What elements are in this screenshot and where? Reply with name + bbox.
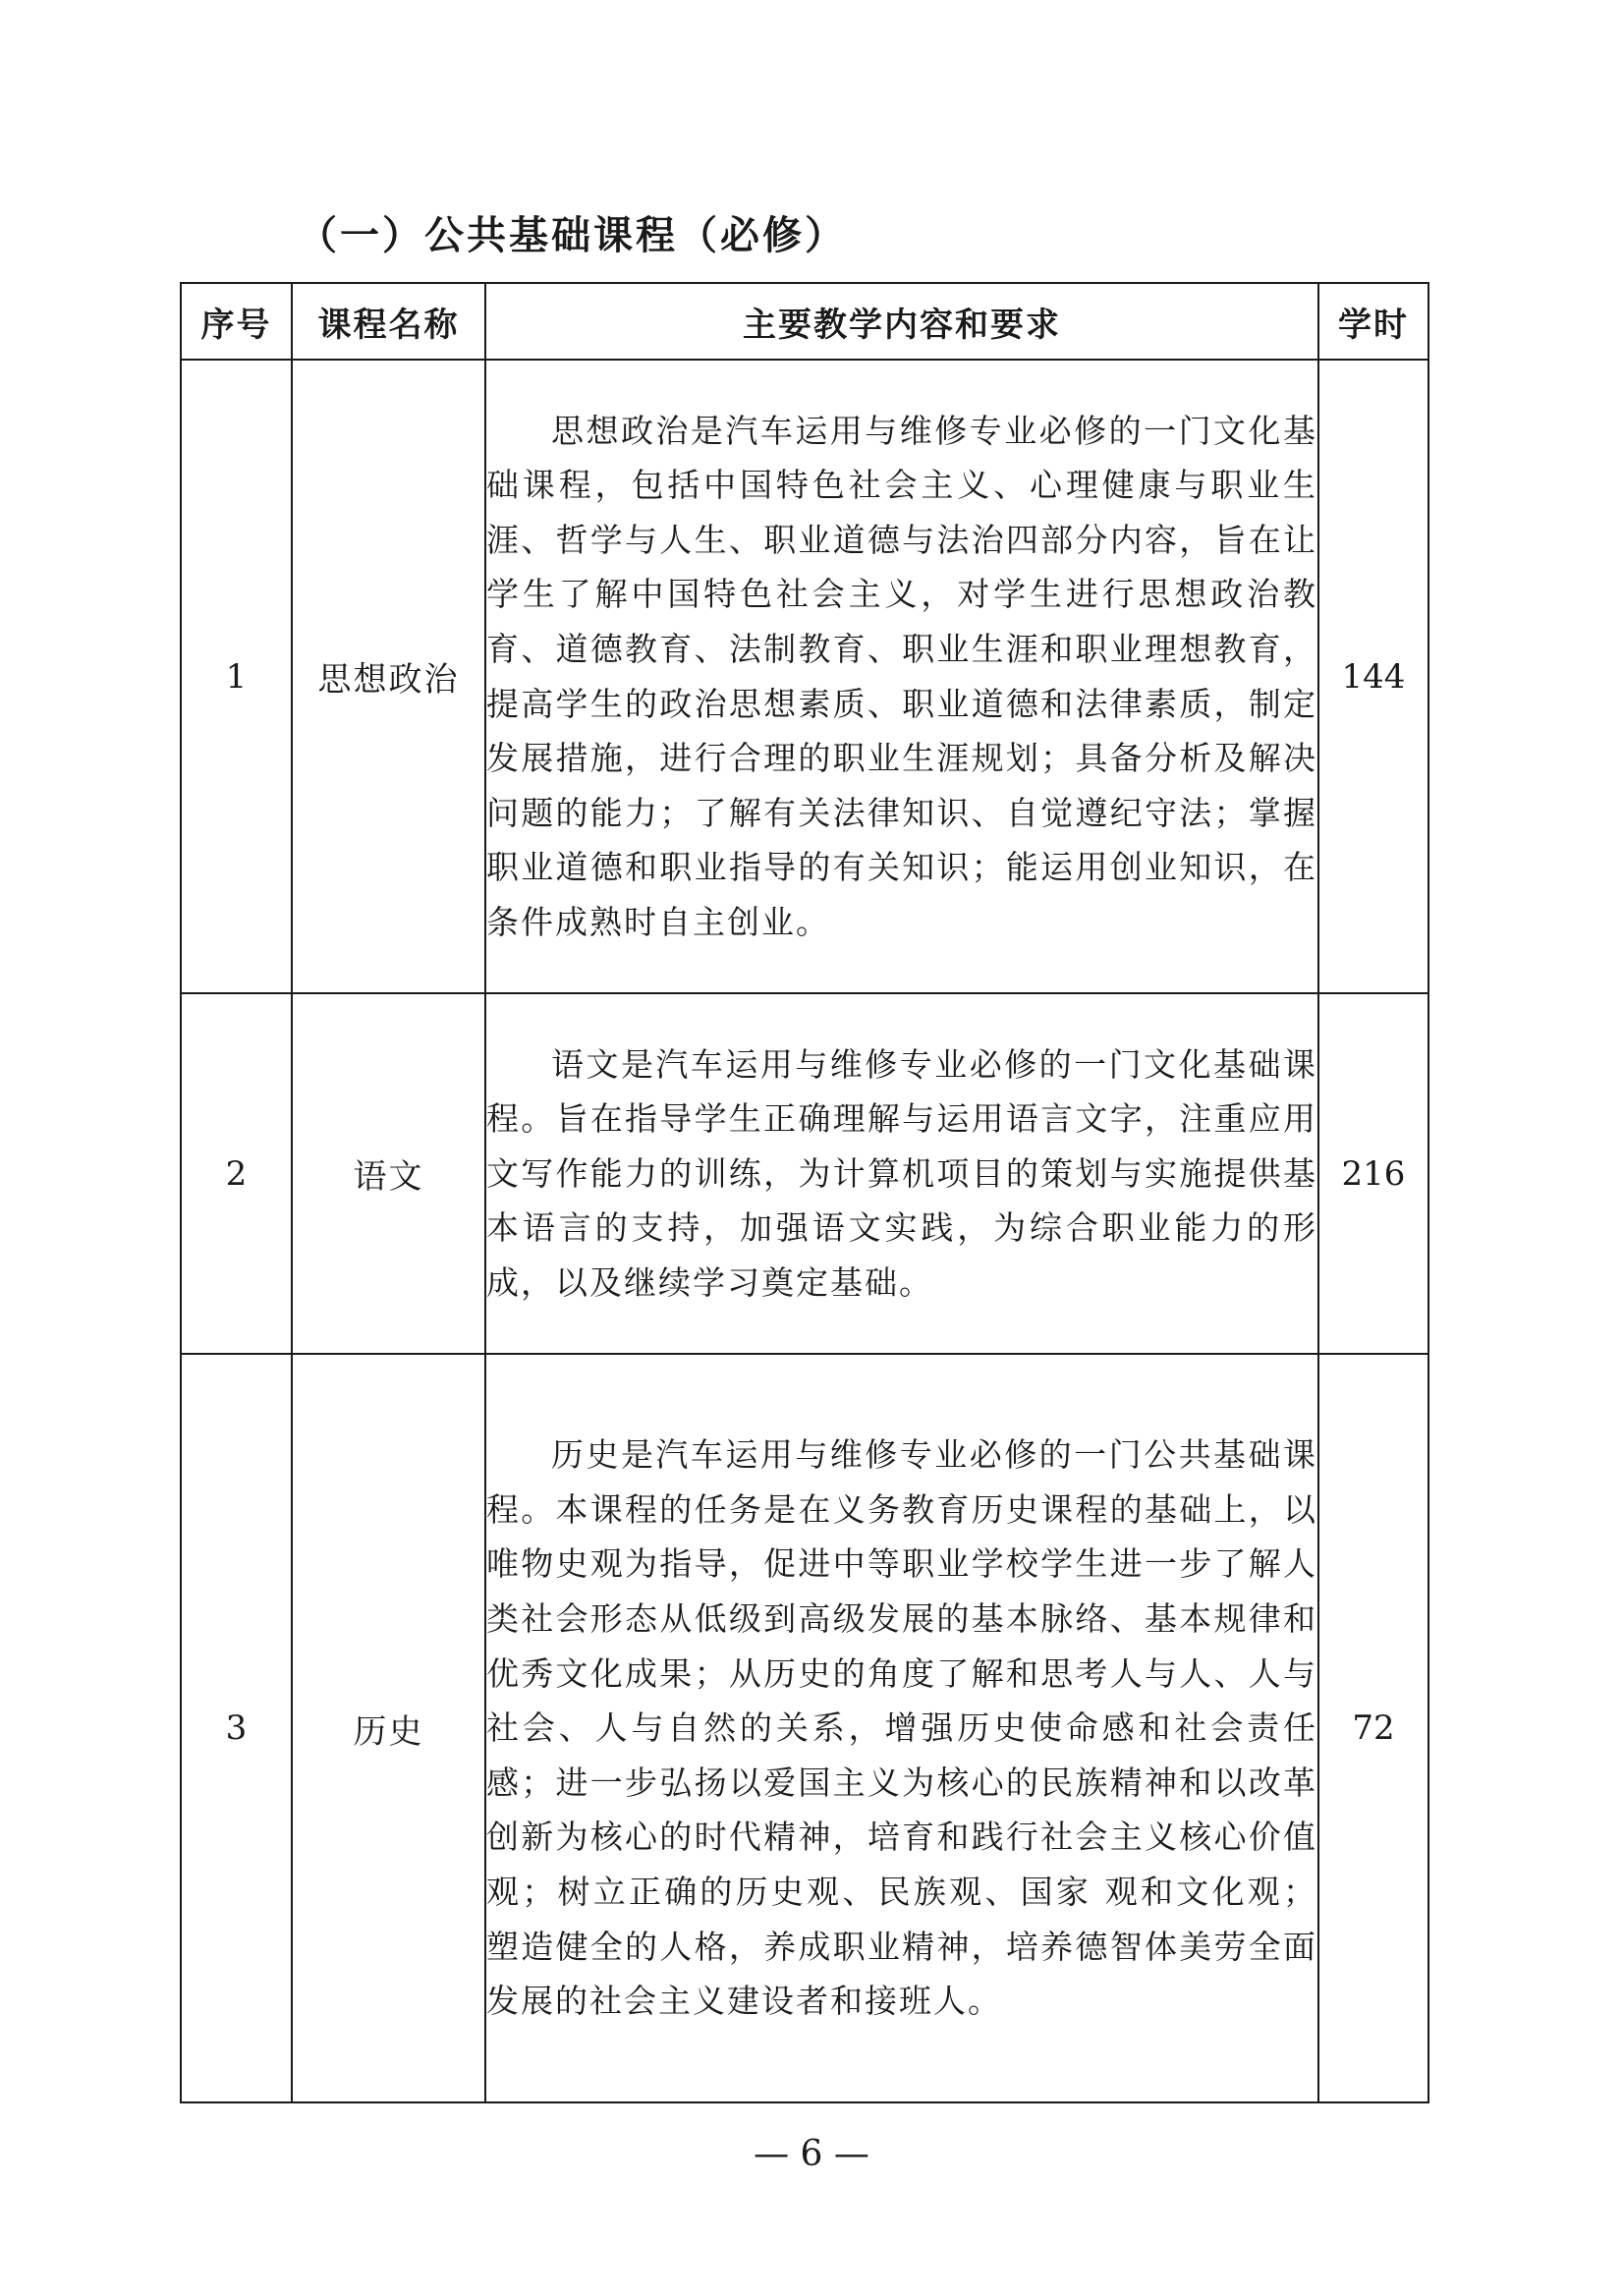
row-content: 历史是汽车运用与维修专业必修的一门公共基础课程。本课程的任务是在义务教育历史课程的基础上，以唯物史观为指导，促进中等职业学校学生进一步了解人类社会形态从低级到高级发展的基本脉络、基本规律和优秀文化成果；从历史的角度了解和思考人与人、人与社会、人与自然的关系，增强历史使命感和社会责任感；进一步弘扬以爱国主义为核心的民族精神和以改革创新为核心的时代精神，培育和践行社会主义核心价值观；树立正确的历史观、民族观、国家 观和文化观；塑造健全的人格，养成职业精神，培养德智体美劳全面发展的社会主义建设者和接班人。 bbox=[486, 1435, 1317, 2021]
row-hours: 72 bbox=[1318, 1354, 1428, 2102]
header-content: 主要教学内容和要求 bbox=[485, 283, 1318, 360]
row-hours: 216 bbox=[1318, 993, 1428, 1354]
table-header-row bbox=[181, 283, 1428, 360]
row-content-cell bbox=[485, 360, 1318, 993]
table-row bbox=[181, 1354, 1428, 2102]
course-table bbox=[180, 282, 1429, 2103]
row-content-cell bbox=[485, 993, 1318, 1354]
page-number: — 6 — bbox=[754, 2134, 869, 2174]
row-content: 语文是汽车运用与维修专业必修的一门文化基础课程。旨在指导学生正确理解与运用语言文字，注重应用文写作能力的训练，为计算机项目的策划与实施提供基本语言的支持，加强语文实践，为综合职业能力的形成，以及继续学习奠定基础。 bbox=[486, 1044, 1317, 1302]
section-title: （一）公共基础课程（必修） bbox=[298, 213, 847, 258]
header-course-name: 课程名称 bbox=[292, 283, 485, 360]
row-content-cell bbox=[485, 1354, 1318, 2102]
row-no: 2 bbox=[181, 993, 292, 1354]
header-no: 序号 bbox=[181, 283, 292, 360]
table-row bbox=[181, 360, 1428, 993]
row-course-name: 思想政治 bbox=[292, 360, 485, 993]
row-content: 思想政治是汽车运用与维修专业必修的一门文化基础课程，包括中国特色社会主义、心理健康与职业生涯、哲学与人生、职业道德与法治四部分内容，旨在让学生了解中国特色社会主义，对学生进行思想政治教育、道德教育、法制教育、职业生涯和职业理想教育，提高学生的政治思想素质、职业道德和法律素质，制定发展措施，进行合理的职业生涯规划；具备分析及解决问题的能力；了解有关法律知识、自觉遵纪守法；掌握职业道德和职业指导的有关知识；能运用创业知识，在条件成熟时自主创业。 bbox=[486, 411, 1317, 941]
row-course-name: 语文 bbox=[292, 993, 485, 1354]
row-course-name: 历史 bbox=[292, 1354, 485, 2102]
row-hours: 144 bbox=[1318, 360, 1428, 993]
header-hours: 学时 bbox=[1318, 283, 1428, 360]
row-no: 1 bbox=[181, 360, 292, 993]
row-no: 3 bbox=[181, 1354, 292, 2102]
table-row bbox=[181, 993, 1428, 1354]
